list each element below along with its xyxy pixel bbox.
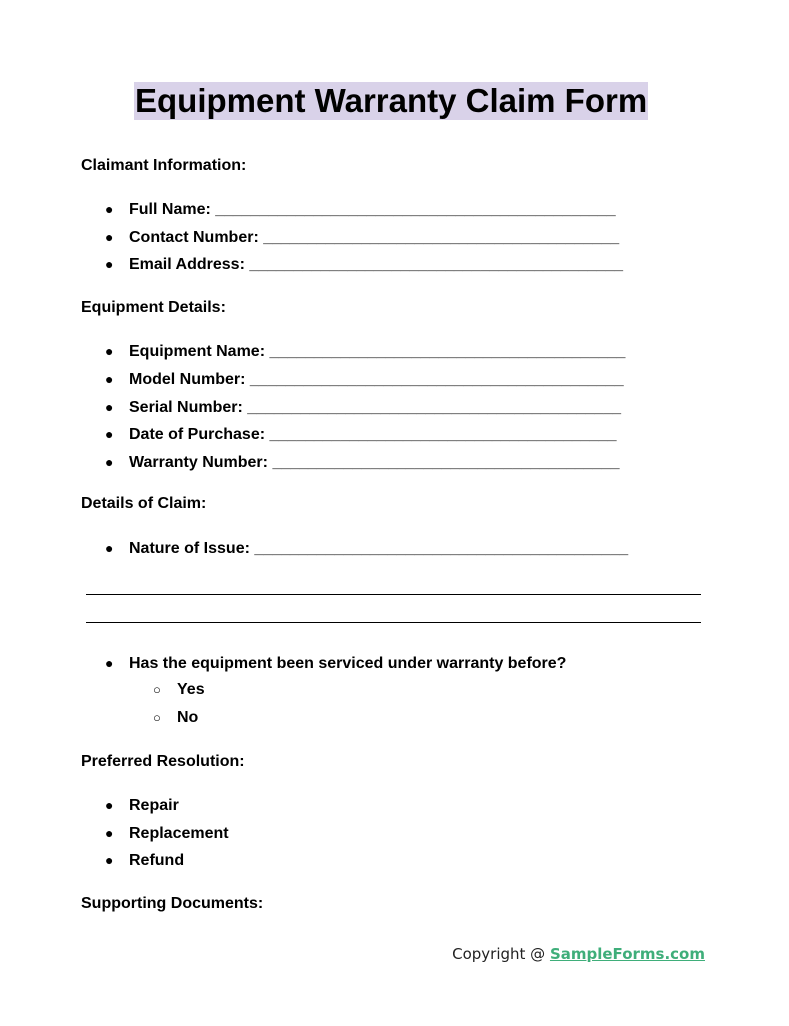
field-label: Full Name: [129, 201, 211, 218]
field-warranty-number [105, 453, 619, 472]
bullet-icon: ● [105, 229, 114, 245]
bullet-icon: ● [105, 655, 114, 671]
copyright-footer [452, 944, 705, 964]
bullet-icon: ● [105, 852, 114, 868]
option-label: Yes [177, 681, 205, 698]
fill-in-blank[interactable]: __________________________________________ [247, 399, 621, 416]
fill-in-blank[interactable]: ________________________________________ [269, 343, 626, 360]
circle-bullet-icon: ○ [153, 682, 161, 697]
option-yes[interactable] [153, 681, 205, 699]
fill-in-blank[interactable]: _______________________________________ [272, 454, 620, 471]
fill-in-blank[interactable]: __________________________________________ [254, 540, 629, 557]
bullet-icon: ● [105, 371, 114, 387]
option-replacement[interactable] [105, 824, 229, 843]
field-contact-number [105, 228, 619, 247]
bullet-icon: ● [105, 454, 114, 470]
field-label: Serial Number: [129, 399, 243, 416]
field-full-name [105, 200, 616, 219]
field-nature-of-issue [105, 539, 628, 558]
fill-in-blank[interactable]: _____________________________________________ [215, 201, 616, 218]
field-label: Equipment Name: [129, 343, 266, 360]
field-label: Contact Number: [129, 229, 259, 246]
issue-writing-line[interactable] [86, 594, 701, 595]
field-model-number [105, 370, 624, 389]
field-equipment-name [105, 342, 625, 361]
fill-in-blank[interactable]: __________________________________________ [249, 256, 624, 273]
bullet-icon: ● [105, 201, 114, 217]
option-label: Refund [129, 852, 185, 869]
field-label: Email Address: [129, 256, 245, 273]
bullet-icon: ● [105, 797, 114, 813]
section-heading-resolution: Preferred Resolution: [81, 753, 245, 770]
option-label: Replacement [129, 825, 229, 842]
bullet-icon: ● [105, 825, 114, 841]
bullet-icon: ● [105, 540, 114, 556]
field-serial-number [105, 398, 621, 417]
question-text: Has the equipment been serviced under warranty before? [129, 655, 567, 672]
fill-in-blank[interactable]: ________________________________________ [263, 229, 620, 246]
field-label: Date of Purchase: [129, 426, 266, 443]
fill-in-blank[interactable]: _______________________________________ [269, 426, 617, 443]
option-repair[interactable] [105, 796, 179, 815]
fill-in-blank[interactable]: __________________________________________ [249, 371, 624, 388]
bullet-icon: ● [105, 343, 114, 359]
brand-link[interactable]: SampleForms.com [549, 945, 705, 963]
bullet-icon: ● [105, 256, 114, 272]
circle-bullet-icon: ○ [153, 710, 161, 725]
section-heading-supporting: Supporting Documents: [81, 895, 264, 912]
option-no[interactable] [153, 709, 198, 727]
section-heading-claimant: Claimant Information: [81, 157, 247, 174]
field-label: Model Number: [129, 371, 246, 388]
form-title: Equipment Warranty Claim Form [135, 82, 648, 119]
question-serviced-before [105, 654, 566, 673]
option-label: Repair [129, 797, 179, 814]
field-email-address [105, 255, 623, 274]
section-heading-equipment: Equipment Details: [81, 299, 226, 316]
field-date-of-purchase [105, 425, 617, 444]
field-label: Nature of Issue: [129, 540, 250, 557]
bullet-icon: ● [105, 426, 114, 442]
copyright-text: Copyright @ [452, 945, 550, 963]
issue-writing-line[interactable] [86, 622, 701, 623]
option-refund[interactable] [105, 851, 184, 870]
field-label: Warranty Number: [129, 454, 268, 471]
section-heading-claim: Details of Claim: [81, 495, 207, 512]
bullet-icon: ● [105, 399, 114, 415]
option-label: No [177, 709, 199, 726]
